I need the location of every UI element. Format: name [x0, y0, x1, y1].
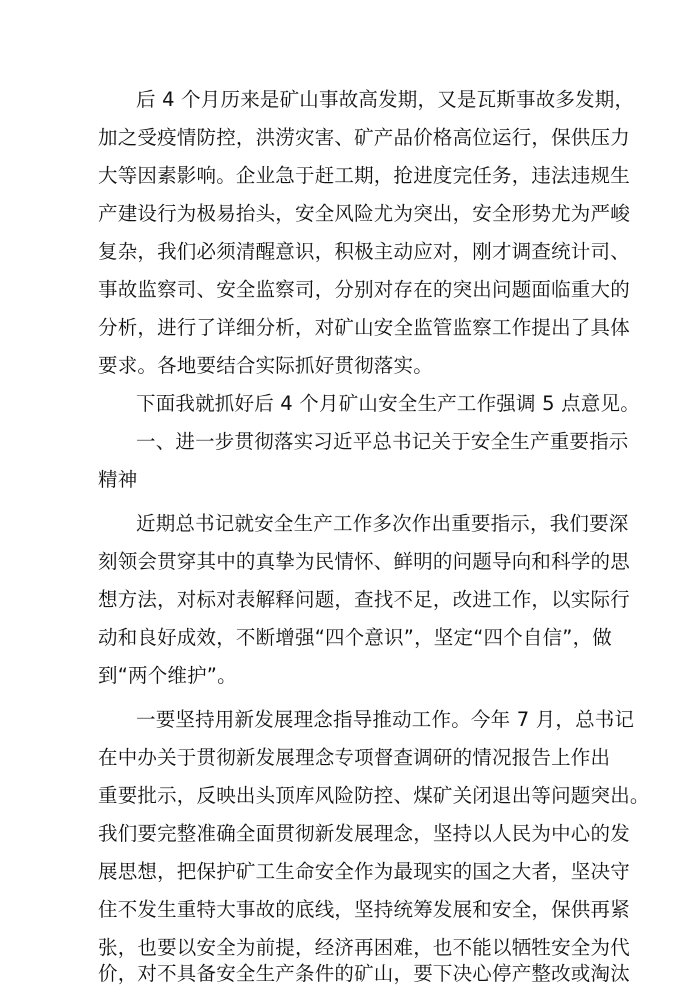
paragraph-4-line-8: 价，对不具备安全生产条件的矿山，要下决心停产整改或淘汰 [98, 962, 630, 985]
paragraph-4-line-4: 我们要完整准确全面贯彻新发展理念，坚持以人民为中心的发 [98, 822, 630, 845]
paragraph-4-line-5: 展思想，把保护矿工生命安全作为最现实的国之大者，坚决守 [98, 860, 630, 883]
paragraph-1-line-6: 事故监察司、安全监察司，分别对存在的突出问题面临重大的 [98, 278, 630, 301]
paragraph-1-line-2: 加之受疫情防控，洪涝灾害、矿产品价格高位运行，保供压力 [98, 126, 630, 149]
paragraph-4-line-3: 重要批示，反映出头顶库风险防控、煤矿关闭退出等问题突出。 [98, 784, 650, 807]
paragraph-3-line-3: 想方法，对标对表解释问题，查找不足，改进工作，以实际行 [98, 588, 630, 611]
paragraph-4-line-2: 在中办关于贯彻新发展理念专项督查调研的情况报告上作出 [98, 746, 611, 769]
paragraph-4-line-6: 住不发生重特大事故的底线，坚持统筹发展和安全，保供再紧 [98, 898, 630, 921]
paragraph-1-line-7: 分析，进行了详细分析，对矿山安全监管监察工作提出了具体 [98, 316, 630, 339]
paragraph-1-line-8: 要求。各地要结合实际抓好贯彻落实。 [98, 354, 433, 377]
paragraph-3-line-2: 刻领会贯穿其中的真挚为民情怀、鲜明的问题导向和科学的思 [98, 550, 630, 573]
paragraph-1-line-3: 大等因素影响。企业急于赶工期，抢进度完任务，违法违规生 [98, 164, 630, 187]
paragraph-4-line-7: 张，也要以安全为前提，经济再困难，也不能以牺牲安全为代 [98, 936, 630, 959]
paragraph-1-line-1: 后 4 个月历来是矿山事故高发期，又是瓦斯事故多发期， [136, 88, 635, 111]
paragraph-3-line-4: 动和良好成效，不断增强“四个意识”，坚定“四个自信”，做 [98, 626, 613, 649]
paragraph-3-line-1: 近期总书记就安全生产工作多次作出重要指示，我们要深 [136, 512, 629, 535]
paragraph-1-line-4: 产建设行为极易抬头，安全风险尤为突出，安全形势尤为严峻 [98, 202, 630, 225]
paragraph-2-line-1: 下面我就抓好后 4 个月矿山安全生产工作强调 5 点意见。 [136, 392, 640, 415]
paragraph-4-line-1: 一要坚持用新发展理念指导推动工作。今年 7 月，总书记 [136, 708, 635, 731]
paragraph-1-line-5: 复杂，我们必须清醒意识，积极主动应对，刚才调查统计司、 [98, 240, 630, 263]
paragraph-3-line-5: 到“两个维护”。 [98, 664, 237, 687]
section-heading-line-1: 一、进一步贯彻落实习近平总书记关于安全生产重要指示 [136, 430, 629, 453]
section-heading-line-2: 精神 [98, 468, 138, 491]
